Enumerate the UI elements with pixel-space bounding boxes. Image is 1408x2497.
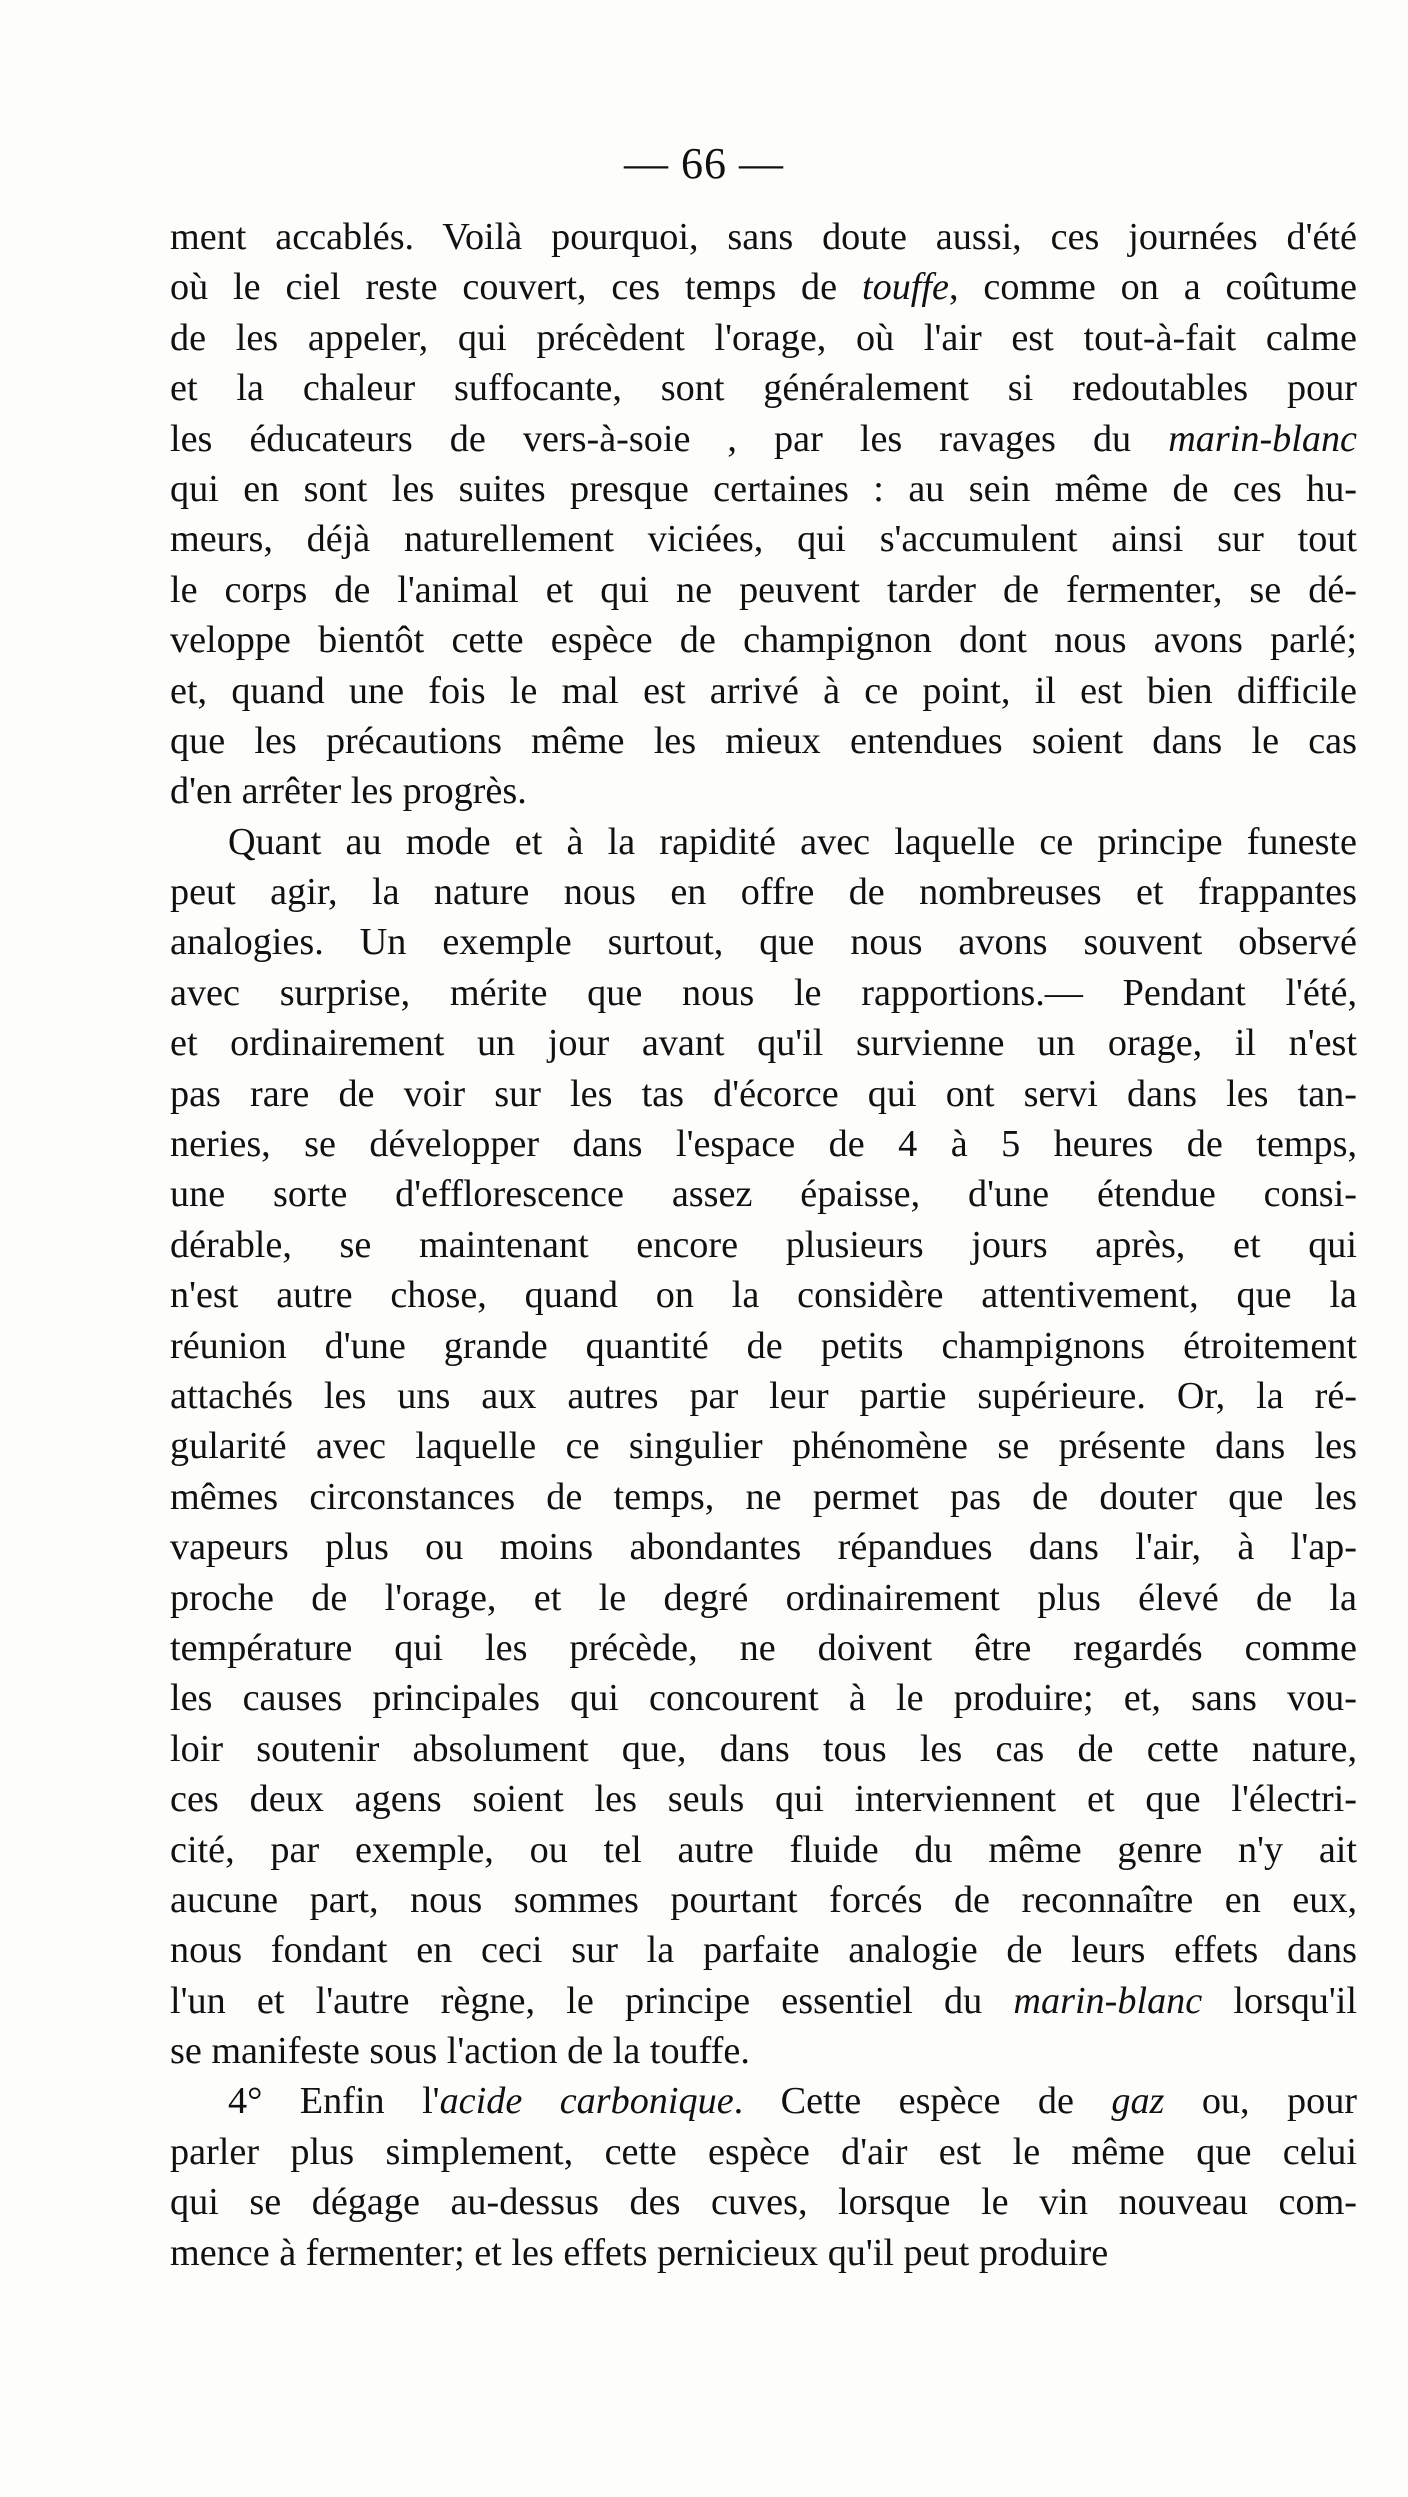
text-run: loir soutenir absolument que, dans tous les cas de cette nature,: [170, 1727, 1357, 1770]
paragraph: [170, 2076, 1357, 2278]
text-run: parler plus simplement, cette espèce d'air est le même que celui: [170, 2130, 1357, 2173]
text-run: , comme on a coûtume: [948, 266, 1358, 309]
text-run: se manifeste sous l'action de la touffe.: [170, 2030, 750, 2073]
text-line: [170, 262, 1357, 312]
text-run: 4° Enfin l': [228, 2080, 440, 2123]
text-run: lorsqu'il: [1202, 1979, 1357, 2022]
text-run: analogies. Un exemple surtout, que nous avons souvent observé: [170, 921, 1357, 964]
text-run: aucune part, nous sommes pourtant forcés de reconnaître en eux,: [170, 1878, 1357, 1921]
text-line: [170, 1522, 1357, 1572]
text-line: [170, 2127, 1357, 2177]
text-line: [170, 1069, 1357, 1119]
text-run: avec surprise, mérite que nous le rapportions.— Pendant l'été,: [170, 971, 1357, 1014]
text-line: [170, 1119, 1357, 1169]
text-run: gularité avec laquelle ce singulier phénomène se présente dans les: [170, 1425, 1357, 1468]
text-run: nous fondant en ceci sur la parfaite analogie de leurs effets dans: [170, 1929, 1357, 1972]
italic-run: marin-blanc: [1168, 417, 1357, 460]
text-run: de les appeler, qui précèdent l'orage, où l'air est tout-à-fait calme: [170, 316, 1357, 359]
text-run: et ordinairement un jour avant qu'il survienne un orage, il n'est: [170, 1022, 1357, 1065]
text-line: [170, 766, 1357, 816]
text-line: [170, 917, 1357, 967]
text-line: [170, 1371, 1357, 1421]
text-run: Quant au mode et à la rapidité avec laquelle ce principe funeste: [228, 820, 1357, 863]
text-run: les éducateurs de vers-à-soie , par les ravages du: [170, 417, 1169, 460]
text-line: [170, 1724, 1357, 1774]
text-line: [170, 2076, 1357, 2126]
text-line: [170, 1976, 1357, 2026]
italic-run: gaz: [1111, 2080, 1165, 2123]
text-run: meurs, déjà naturellement viciées, qui s'accumulent ainsi sur tout: [170, 518, 1357, 561]
text-line: [170, 212, 1357, 262]
text-line: [170, 1925, 1357, 1975]
text-line: [170, 1321, 1357, 1371]
text-line: [170, 464, 1357, 514]
text-line: [170, 1220, 1357, 1270]
text-run: le corps de l'animal et qui ne peuvent tarder de fermenter, se dé-: [170, 568, 1357, 611]
text-line: [170, 1169, 1357, 1219]
text-run: mêmes circonstances de temps, ne permet pas de douter que les: [170, 1475, 1357, 1518]
text-run: et, quand une fois le mal est arrivé à ce point, il est bien difficile: [170, 669, 1357, 712]
text-run: proche de l'orage, et le degré ordinairement plus élevé de la: [170, 1576, 1357, 1619]
text-run: température qui les précède, ne doivent être regardés comme: [170, 1626, 1357, 1669]
paragraph: [170, 212, 1357, 817]
text-line: [170, 414, 1357, 464]
text-run: qui en sont les suites presque certaines : au sein même de ces hu-: [170, 467, 1357, 510]
text-line: [170, 1623, 1357, 1673]
text-line: [170, 1673, 1357, 1723]
italic-run: touffe: [861, 266, 949, 309]
text-run: ment accablés. Voilà pourquoi, sans doute aussi, ces journées d'été: [170, 216, 1357, 258]
text-run: peut agir, la nature nous en offre de nombreuses et frappantes: [170, 871, 1357, 914]
text-line: [170, 615, 1357, 665]
text-line: [170, 2026, 1357, 2076]
text-run: . Cette espèce de: [733, 2080, 1112, 2123]
text-line: [170, 968, 1357, 1018]
text-run: dérable, se maintenant encore plusieurs jours après, et qui: [170, 1223, 1357, 1266]
text-run: que les précautions même les mieux entendues soient dans le cas: [170, 719, 1357, 762]
text-run: vapeurs plus ou moins abondantes répandues dans l'air, à l'ap-: [170, 1526, 1357, 1569]
text-run: et la chaleur suffocante, sont généralement si redoutables pour: [170, 367, 1357, 410]
text-run: ou, pour: [1164, 2080, 1358, 2123]
text-line: [170, 1573, 1357, 1623]
text-run: réunion d'une grande quantité de petits champignons étroitement: [170, 1324, 1357, 1367]
text-run: ces deux agens soient les seuls qui interviennent et que l'électri-: [170, 1778, 1357, 1821]
text-run: une sorte d'efflorescence assez épaisse, d'une étendue consi-: [170, 1173, 1357, 1216]
text-run: qui se dégage au-dessus des cuves, lorsque le vin nouveau com-: [170, 2181, 1357, 2224]
text-run: attachés les uns aux autres par leur partie supérieure. Or, la ré-: [170, 1374, 1357, 1417]
text-line: [170, 1774, 1357, 1824]
text-line: [170, 666, 1357, 716]
text-line: [170, 565, 1357, 615]
text-run: cité, par exemple, ou tel autre fluide du même genre n'y ait: [170, 1828, 1357, 1871]
text-line: [170, 1472, 1357, 1522]
text-line: [170, 1825, 1357, 1875]
text-run: où le ciel reste couvert, ces temps de: [170, 266, 862, 309]
text-line: [170, 716, 1357, 766]
text-line: [170, 817, 1357, 867]
text-line: [170, 1875, 1357, 1925]
text-run: mence à fermenter; et les effets pernicieux qu'il peut produire: [170, 2231, 1109, 2274]
text-line: [170, 1270, 1357, 1320]
text-run: veloppe bientôt cette espèce de champignon dont nous avons parlé;: [170, 619, 1357, 662]
body-text: [170, 212, 1357, 2278]
text-run: n'est autre chose, quand on la considère attentivement, que la: [170, 1274, 1357, 1317]
text-run: l'un et l'autre règne, le principe essentiel du: [170, 1979, 1014, 2022]
italic-run: marin-blanc: [1013, 1979, 1203, 2022]
text-line: [170, 363, 1357, 413]
text-line: [170, 2177, 1357, 2227]
italic-run: acide carbonique: [439, 2080, 734, 2123]
text-line: [170, 514, 1357, 564]
text-line: [170, 1018, 1357, 1068]
text-line: [170, 313, 1357, 363]
text-run: pas rare de voir sur les tas d'écorce qui ont servi dans les tan-: [170, 1072, 1357, 1115]
text-run: d'en arrêter les progrès.: [170, 770, 527, 813]
page-number: — 66 —: [624, 139, 784, 188]
text-line: [170, 1421, 1357, 1471]
text-run: les causes principales qui concourent à le produire; et, sans vou-: [170, 1677, 1357, 1720]
text-run: neries, se développer dans l'espace de 4 à 5 heures de temps,: [170, 1123, 1357, 1166]
text-line: [170, 867, 1357, 917]
text-line: [170, 2228, 1357, 2278]
paragraph: [170, 817, 1357, 2077]
